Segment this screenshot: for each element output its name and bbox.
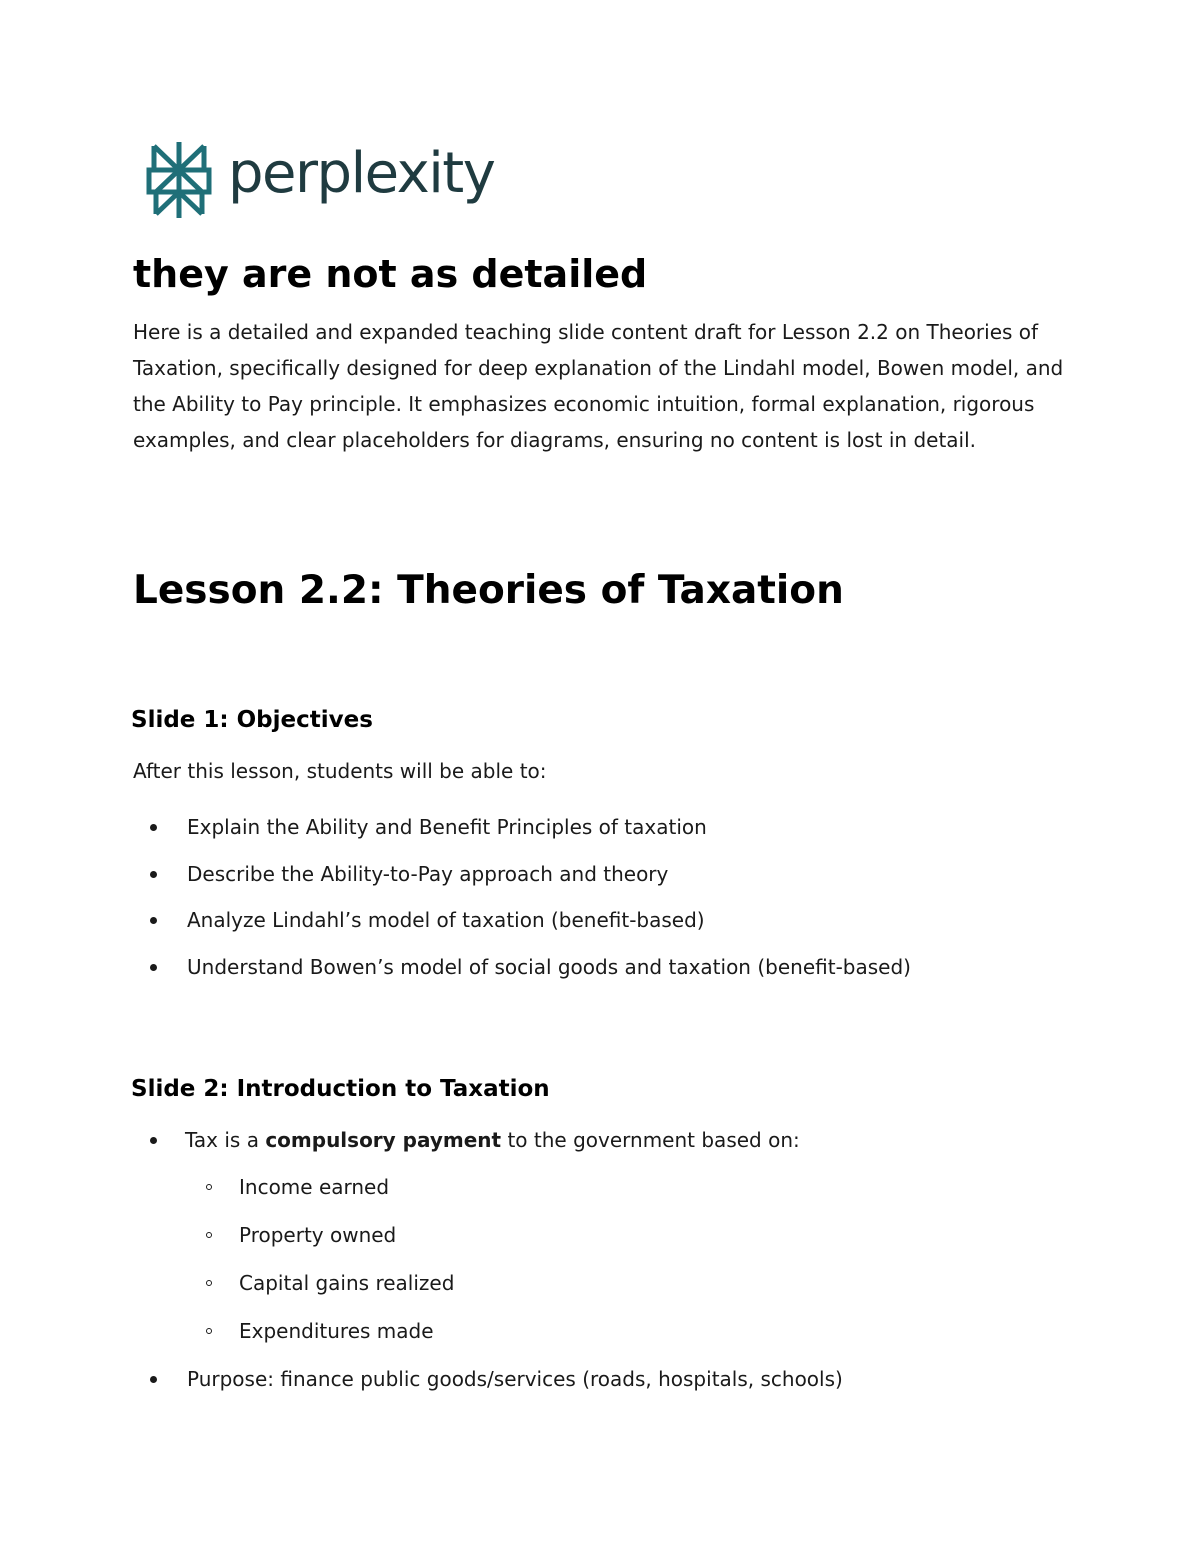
tax-definition-bold: compulsory payment — [265, 1128, 502, 1152]
slide1-lead: After this lesson, students will be able to: — [133, 759, 547, 783]
slide1-heading: Slide 1: Objectives — [131, 707, 373, 733]
slide2-purpose-item — [0, 1366, 843, 1392]
list-item: Capital gains realized — [0, 1270, 454, 1318]
list-item: Income earned — [0, 1174, 454, 1222]
bullet-icon — [150, 1376, 157, 1383]
sub-bullet-icon — [206, 1232, 212, 1238]
bullet-icon — [150, 1137, 157, 1144]
sub-bullet-icon — [206, 1184, 212, 1190]
list-item: Purpose: finance public goods/services (roads, hospitals, schools) — [0, 1366, 843, 1392]
sub-bullet-icon — [206, 1280, 212, 1286]
list-item: Explain the Ability and Benefit Principles of taxation — [0, 814, 911, 861]
slide2-tax-bases-list — [0, 1174, 454, 1366]
sub-bullet-icon — [206, 1328, 212, 1334]
document-title: they are not as detailed — [133, 252, 648, 296]
intro-paragraph: Here is a detailed and expanded teaching slide content draft for Lesson 2.2 on Theories of Taxation, specifically designed for deep explanation of the Lindahl model, Bowen model, and the Ability to Pay principle. It emphasizes economic intuition, formal explanation, rigorous examples, and clear placeholders for diagrams, ensuring no content is lost in detail. — [133, 320, 1064, 452]
list-item: Property owned — [0, 1222, 454, 1270]
list-item: Describe the Ability-to-Pay approach and theory — [0, 861, 911, 908]
bullet-icon — [150, 917, 157, 924]
slide1-objectives-list — [0, 814, 911, 1000]
bullet-icon — [150, 824, 157, 831]
perplexity-logo-icon — [146, 140, 212, 220]
list-item: Tax is a compulsory payment to the government based on: — [0, 1127, 800, 1153]
slide2-tax-item — [0, 1127, 800, 1153]
lesson-heading: Lesson 2.2: Theories of Taxation — [133, 568, 844, 613]
logo-wordmark: perplexity — [228, 141, 495, 206]
list-item: Understand Bowen’s model of social goods and taxation (benefit-based) — [0, 954, 911, 1001]
bullet-icon — [150, 871, 157, 878]
list-item: Analyze Lindahl’s model of taxation (benefit-based) — [0, 907, 911, 954]
bullet-icon — [150, 964, 157, 971]
list-item: Expenditures made — [0, 1318, 454, 1366]
logo — [146, 140, 494, 220]
slide2-heading: Slide 2: Introduction to Taxation — [131, 1076, 550, 1102]
